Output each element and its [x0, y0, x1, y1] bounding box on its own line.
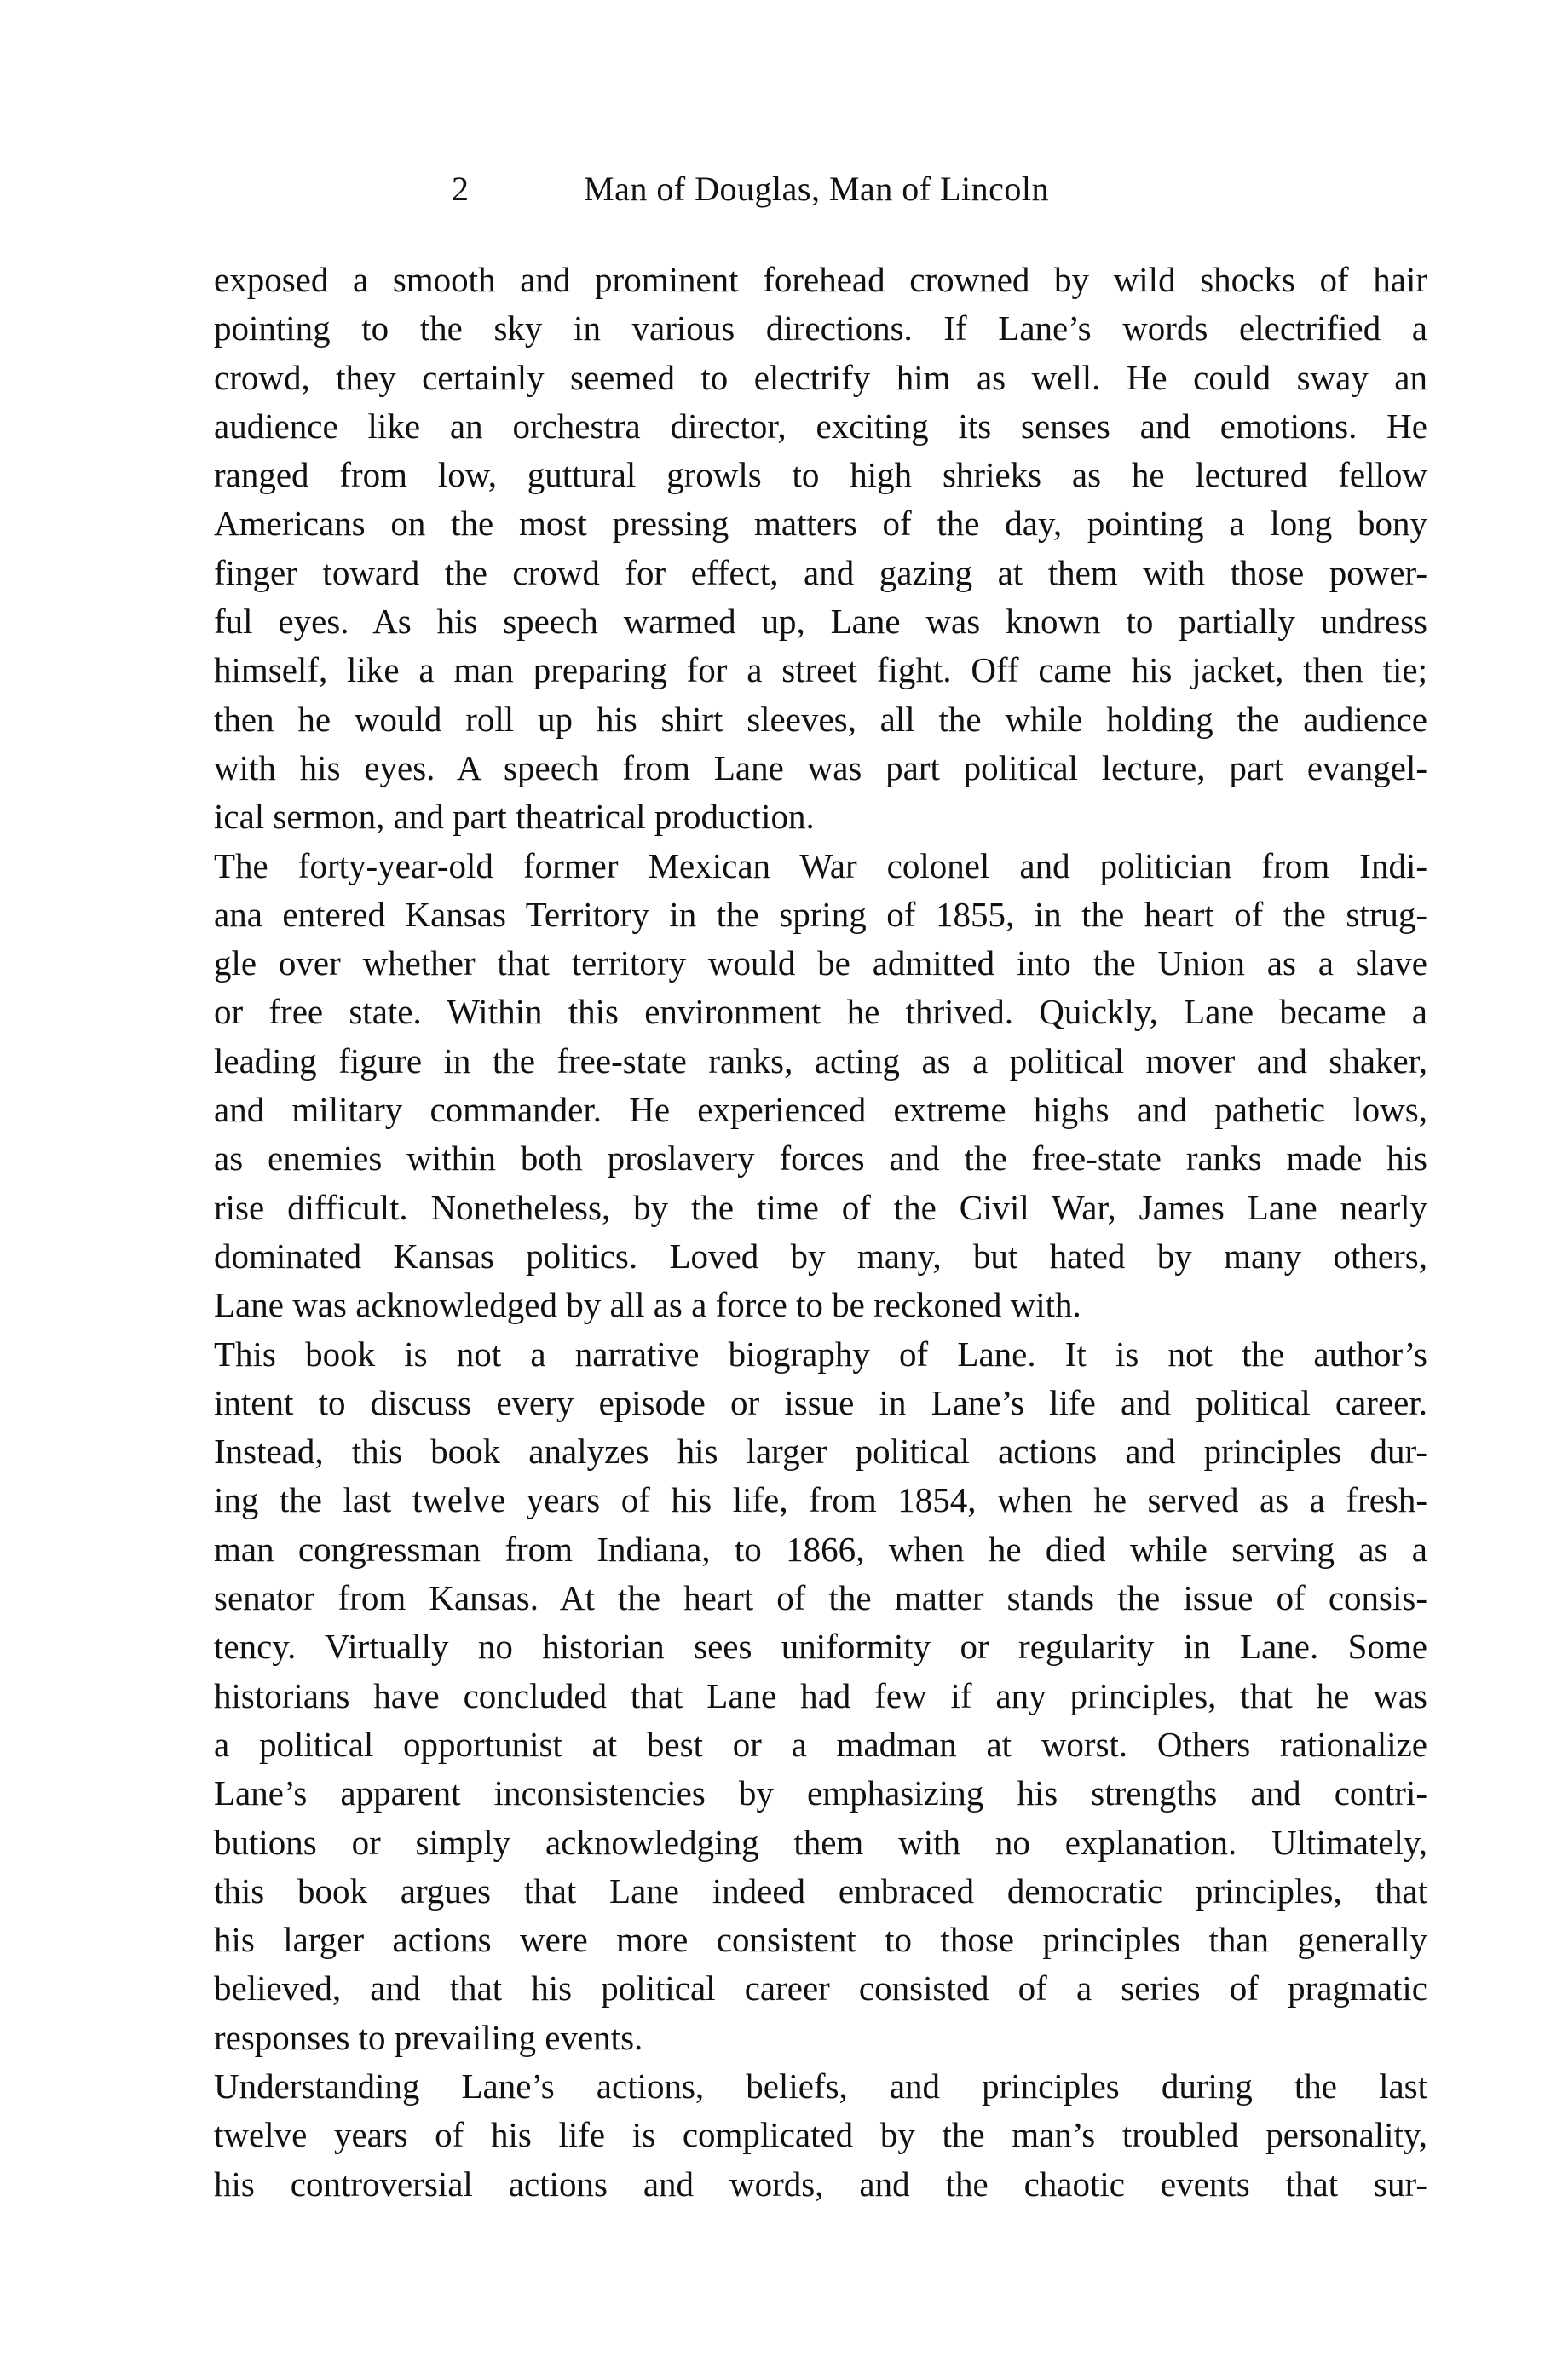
text-line: his larger actions were more consistent to those principles than generally: [214, 1920, 1427, 1960]
text-line: Instead, this book analyzes his larger political actions and principles dur-: [214, 1432, 1427, 1472]
text-line: historians have concluded that Lane had few if any principles, that he was: [214, 1675, 1427, 1715]
text-line: and military commander. He experienced extreme highs and pathetic lows,: [214, 1090, 1427, 1130]
text-line: believed, and that his political career consisted of a series of pragmatic: [214, 1968, 1427, 2009]
text-line: Americans on the most pressing matters of the day, pointing a long bony: [214, 504, 1427, 544]
text-line: twelve years of his life is complicated by the man’s troubled personality,: [214, 2115, 1427, 2155]
text-line: tency. Virtually no historian sees uniformity or regularity in Lane. Some: [214, 1627, 1427, 1667]
text-line: a political opportunist at best or a madman at worst. Others rationalize: [214, 1724, 1427, 1764]
text-line: pointing to the sky in various directions. If Lane’s words electrified a: [214, 308, 1427, 349]
text-line: ing the last twelve years of his life, from 1854, when he served as a fresh-: [214, 1480, 1427, 1520]
text-line: audience like an orchestra director, exciting its senses and emotions. He: [214, 406, 1427, 446]
text-line: ical sermon, and part theatrical production.: [214, 797, 815, 837]
text-line: ful eyes. As his speech warmed up, Lane was known to partially undress: [214, 602, 1427, 642]
paragraph: [214, 842, 1427, 1330]
text-line: with his eyes. A speech from Lane was part political lecture, part evangel-: [214, 747, 1427, 787]
text-line: senator from Kansas. At the heart of the matter stands the issue of consis-: [214, 1578, 1427, 1618]
text-line: ana entered Kansas Territory in the spring of 1855, in the heart of the strug-: [214, 894, 1427, 934]
text-line: rise difficult. Nonetheless, by the time of the Civil War, James Lane nearly: [214, 1187, 1427, 1227]
text-line: responses to prevailing events.: [214, 2017, 643, 2057]
text-line: finger toward the crowd for effect, and gazing at them with those power-: [214, 552, 1427, 592]
paragraph: [214, 2062, 1427, 2209]
text-line: crowd, they certainly seemed to electrify him as well. He could sway an: [214, 357, 1427, 397]
text-line: his controversial actions and words, and the chaotic events that sur-: [214, 2164, 1427, 2204]
text-line: this book argues that Lane indeed embraced democratic principles, that: [214, 1870, 1427, 1911]
text-line: as enemies within both proslavery forces and the free-state ranks made his: [214, 1138, 1427, 1179]
text-line: exposed a smooth and prominent forehead crowned by wild shocks of hair: [214, 260, 1427, 299]
paragraph: [214, 256, 1427, 842]
text-line: man congressman from Indiana, to 1866, when he died while serving as a: [214, 1529, 1427, 1569]
text-line: or free state. Within this environment he thrived. Quickly, Lane became a: [214, 992, 1427, 1032]
text-line: gle over whether that territory would be admitted into the Union as a slave: [214, 943, 1427, 983]
book-title: Man of Douglas, Man of Lincoln: [584, 170, 1050, 208]
text-line: Lane was acknowledged by all as a force to be reckoned with.: [214, 1285, 1081, 1325]
text-line: dominated Kansas politics. Loved by many, but hated by many others,: [214, 1236, 1427, 1276]
text-line: intent to discuss every episode or issue in Lane’s life and political career.: [214, 1382, 1427, 1422]
text-line: butions or simply acknowledging them with no explanation. Ultimately,: [214, 1822, 1427, 1862]
text-line: Understanding Lane’s actions, beliefs, and principles during the last: [214, 2066, 1427, 2106]
text-line: himself, like a man preparing for a street fight. Off came his jacket, then tie;: [214, 650, 1427, 690]
text-line: ranged from low, guttural growls to high shrieks as he lectured fellow: [214, 455, 1427, 495]
body-text: [214, 256, 1427, 2209]
text-line: leading figure in the free-state ranks, acting as a political mover and shaker,: [214, 1040, 1427, 1081]
paragraph: [214, 1330, 1427, 2062]
text-line: then he would roll up his shirt sleeves, all the while holding the audience: [214, 699, 1427, 739]
text-line: Lane’s apparent inconsistencies by emphasizing his strengths and contri-: [214, 1773, 1427, 1813]
page-number: 2: [452, 170, 470, 208]
text-line: This book is not a narrative biography of Lane. It is not the author’s: [214, 1334, 1427, 1374]
running-head: [213, 164, 1406, 215]
text-line: The forty-year-old former Mexican War colonel and politician from Indi-: [214, 845, 1427, 885]
